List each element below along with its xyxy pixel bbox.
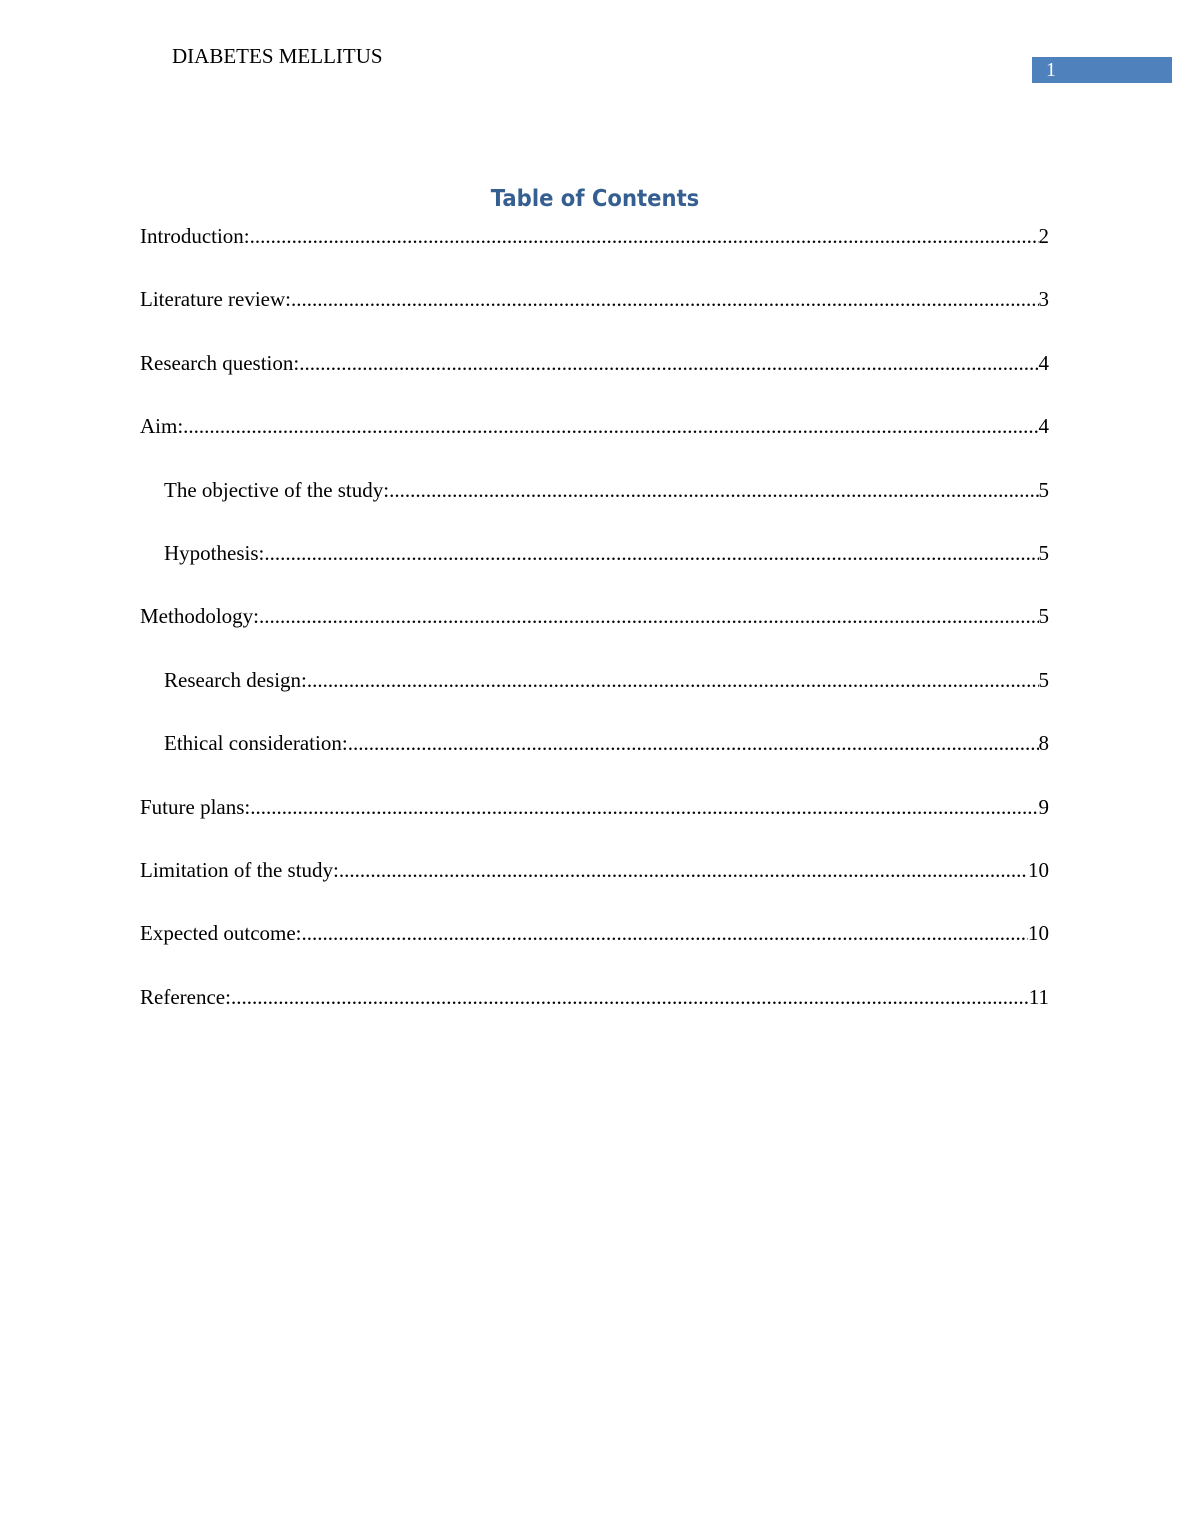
toc-entry-page: 5 xyxy=(1038,667,1049,692)
toc-entry-label: Limitation of the study: xyxy=(140,857,339,882)
toc-entry-page: 9 xyxy=(1038,794,1049,819)
toc-entry[interactable] xyxy=(140,541,1049,604)
toc-entry[interactable] xyxy=(140,731,1049,794)
dot-leader xyxy=(299,351,1038,376)
toc-entry-label: Methodology: xyxy=(140,604,259,629)
toc-entry[interactable] xyxy=(140,668,1049,731)
toc-entry-page: 4 xyxy=(1038,350,1049,375)
dot-leader xyxy=(302,921,1028,946)
toc-entry-page: 3 xyxy=(1038,287,1049,312)
toc-entry[interactable] xyxy=(140,985,1049,1048)
dot-leader xyxy=(231,985,1029,1010)
toc-entry-page: 5 xyxy=(1038,540,1049,565)
toc-entry[interactable] xyxy=(140,224,1049,287)
toc-entry-page: 8 xyxy=(1038,731,1049,756)
toc-entry-label: The objective of the study: xyxy=(164,477,390,502)
toc-entry-page: 4 xyxy=(1038,414,1049,439)
dot-leader xyxy=(348,731,1039,756)
dot-leader xyxy=(291,287,1039,312)
toc-entry-label: Research question: xyxy=(140,350,300,375)
toc-entry[interactable] xyxy=(140,414,1049,477)
toc-title: Table of Contents xyxy=(490,186,700,212)
dot-leader xyxy=(183,414,1038,439)
toc-entry-label: Hypothesis: xyxy=(164,540,265,565)
dot-leader xyxy=(339,858,1028,883)
toc-entry-label: Reference: xyxy=(140,984,231,1009)
dot-leader xyxy=(259,604,1039,629)
dot-leader xyxy=(250,795,1038,820)
toc-entry-label: Aim: xyxy=(140,414,184,439)
toc-entry-label: Literature review: xyxy=(140,287,291,312)
toc-entry-page: 2 xyxy=(1038,224,1049,248)
toc-entry-page: 11 xyxy=(1028,984,1049,1009)
toc-entry-page: 5 xyxy=(1038,477,1049,502)
toc-entry[interactable] xyxy=(140,604,1049,667)
toc-entry-page: 5 xyxy=(1038,604,1049,629)
toc-entry[interactable] xyxy=(140,795,1049,858)
toc-entry-label: Research design: xyxy=(164,667,307,692)
toc-entry[interactable] xyxy=(140,351,1049,414)
toc-entry[interactable] xyxy=(140,478,1049,541)
toc-entry-page: 10 xyxy=(1028,857,1049,882)
toc-entry[interactable] xyxy=(140,921,1049,984)
toc-entry-page: 10 xyxy=(1028,921,1049,946)
table-of-contents xyxy=(140,224,1049,1048)
toc-entry-label: Expected outcome: xyxy=(140,921,302,946)
toc-entry-label: Ethical consideration: xyxy=(164,731,348,756)
toc-entry-label: Introduction: xyxy=(140,224,250,248)
page-number: 1 xyxy=(1032,57,1172,83)
toc-entry[interactable] xyxy=(140,858,1049,921)
running-head: DIABETES MELLITUS xyxy=(172,44,383,68)
toc-entry-label: Future plans: xyxy=(140,794,251,819)
dot-leader xyxy=(264,541,1038,566)
dot-leader xyxy=(307,668,1039,693)
dot-leader xyxy=(389,478,1038,503)
dot-leader xyxy=(250,224,1039,249)
toc-entry[interactable] xyxy=(140,287,1049,350)
